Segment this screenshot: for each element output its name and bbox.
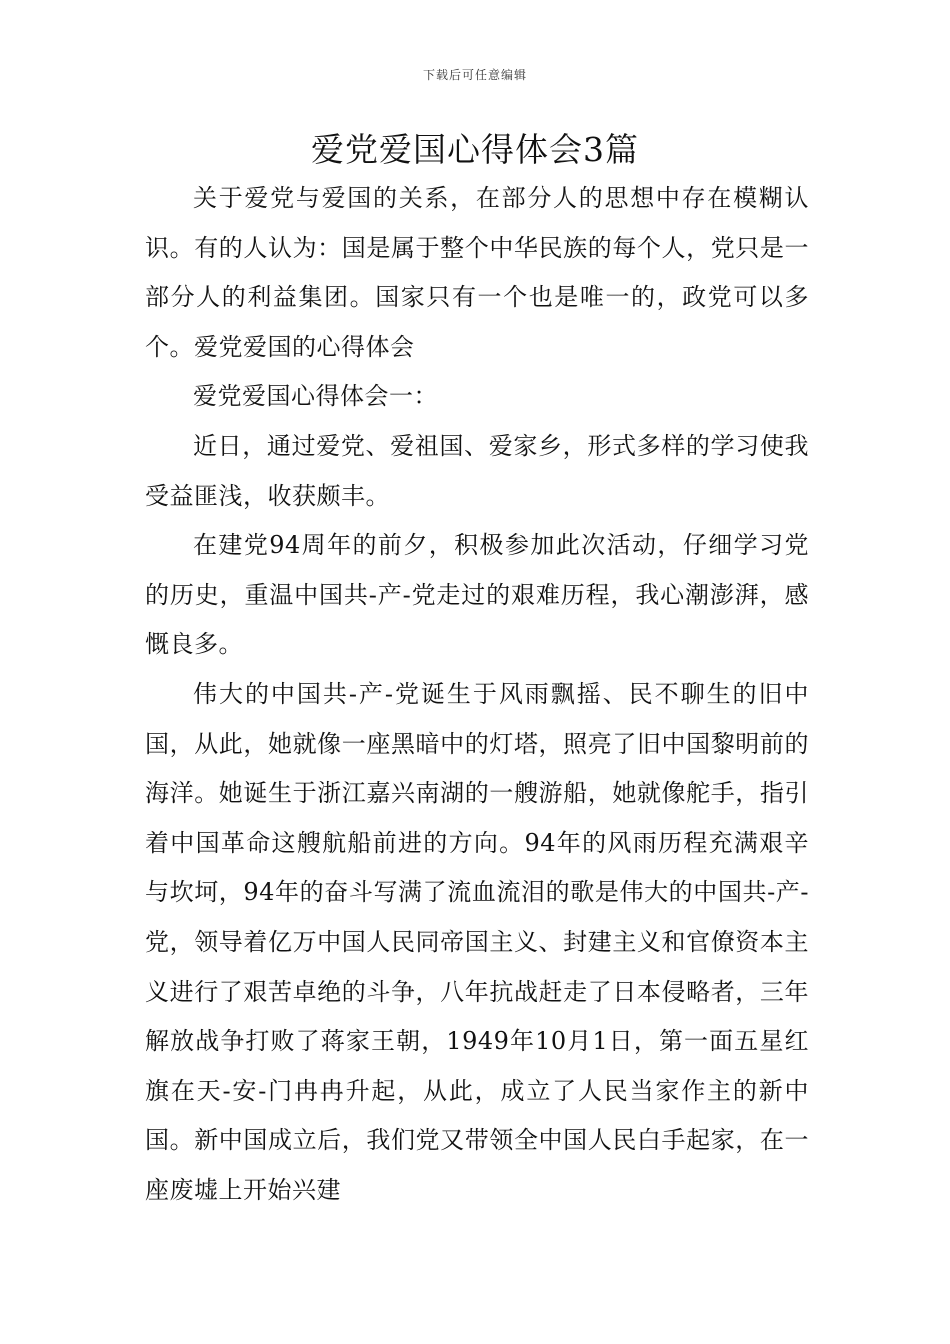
- header-note: 下载后可任意编辑: [422, 68, 527, 82]
- document-body: [145, 174, 809, 1215]
- paragraph-section-heading: 爱党爱国心得体会一：: [193, 382, 438, 411]
- paragraph-history: 伟大的中国共-产-党诞生于风雨飘摇、民不聊生的旧中国，从此，她就像一座黑暗中的灯塔，照亮了旧中国黎明前的海洋。她诞生于浙江嘉兴南湖的一艘游船，她就像舵手，指引着中国革命这艘航船前进的方向。94年的风雨历程充满艰辛与坎坷，94年的奋斗写满了流血流泪的歌是伟大的中国共-产-党，领导着亿万中国人民同帝国主义、封建主义和官僚资本主义进行了艰苦卓绝的斗争，八年抗战赶走了日本侵略者，三年解放战争打败了蒋家王朝，1949年10月1日，第一面五星红旗在天-安-门冉冉升起，从此，成立了人民当家作主的新中国。新中国成立后，我们党又带领全中国人民白手起家，在一座废墟上开始兴建: [145, 679, 809, 1204]
- paragraph-study: 近日，通过爱党、爱祖国、爱家乡，形式多样的学习使我受益匪浅，收获颇丰。: [145, 431, 809, 510]
- paragraph-intro: 关于爱党与爱国的关系，在部分人的思想中存在模糊认识。有的人认为：国是属于整个中华民族的每个人，党只是一部分人的利益集团。国家只有一个也是唯一的，政党可以多个。爱党爱国的心得体会: [145, 184, 809, 361]
- document-title: 爱党爱国心得体会3篇: [311, 130, 639, 169]
- paragraph-anniversary: 在建党94周年的前夕，积极参加此次活动，仔细学习党的历史，重温中国共-产-党走过的艰难历程，我心潮澎湃，感慨良多。: [145, 531, 809, 659]
